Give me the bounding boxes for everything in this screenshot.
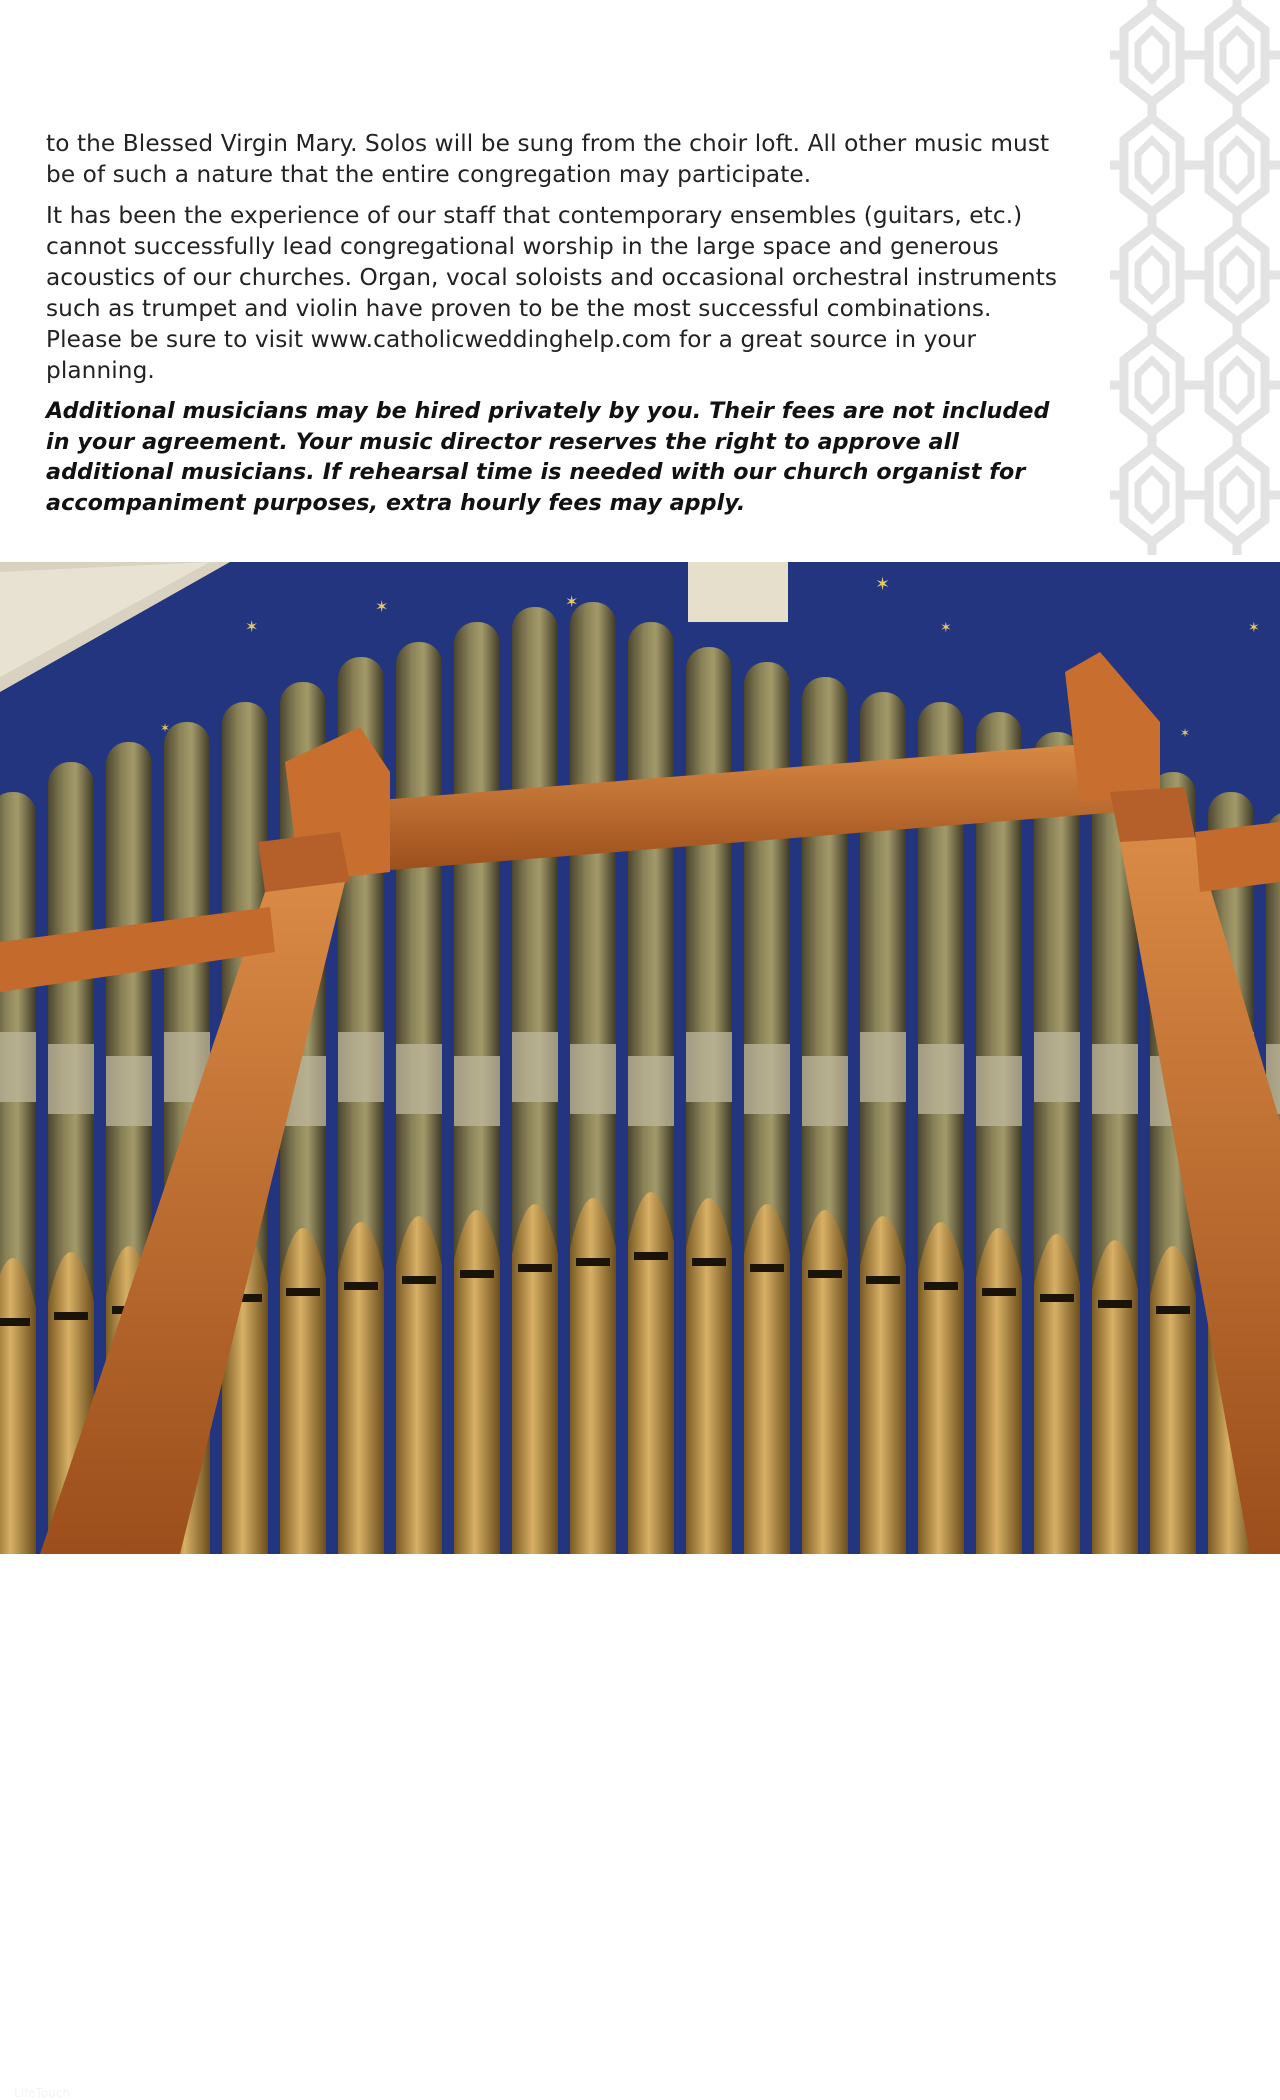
organ-pipe [1034,732,1080,1554]
organ-pipe [570,602,616,1554]
organ-pipe [0,792,36,1554]
organ-pipe [396,642,442,1554]
svg-text:✶: ✶ [375,597,389,616]
organ-pipe [976,712,1022,1554]
photo-credit: LifeTouch [14,2086,71,2100]
ceiling-molding-center [688,562,788,622]
paragraph-music-guidelines: to the Blessed Virgin Mary. Solos will be sung from the choir loft. All other music must be of such a nature that the entire congregation may participate. [46,130,1050,188]
svg-text:✶: ✶ [160,721,171,735]
lattice-pattern-icon [1110,0,1280,555]
body-text [46,128,1066,528]
left-post-capital [258,832,350,892]
organ-pipe [454,622,500,1554]
organ-pipe [628,622,674,1554]
paragraph-ensembles: It has been the experience of our staff that contemporary ensembles (guitars, etc.) cannot successfully lead congregational worship in the large space and generous acoustics of our churches. Organ, vocal soloists and occasional orchestral instruments such as trumpet and violin have proven to be the most successful combinations. Please be sure to visit www.catholicweddinghelp.com for a great source in your planning. [46,202,1058,384]
organ-pipe [918,702,964,1554]
right-rail [1195,822,1280,892]
svg-text:✶: ✶ [1180,726,1191,740]
svg-text:✶: ✶ [1248,620,1260,636]
svg-text:✶: ✶ [940,620,952,636]
organ-pipes-photo [0,562,1280,2100]
decorative-lattice-pattern [1110,0,1280,555]
organ-illustration [0,562,1280,1554]
right-post-capital [1110,787,1195,842]
svg-text:✶: ✶ [245,617,259,636]
organ-pipe [512,607,558,1554]
svg-text:✶: ✶ [565,592,579,611]
svg-text:✶: ✶ [875,574,891,595]
paragraph-additional-musicians: Additional musicians may be hired privately by you. Their fees are not included in your agreement. Your music director reserves the right to approve all additional musicians. If rehearsal time is needed with our church organist for accompaniment purposes, extra hourly fees may apply. [46,398,1050,516]
